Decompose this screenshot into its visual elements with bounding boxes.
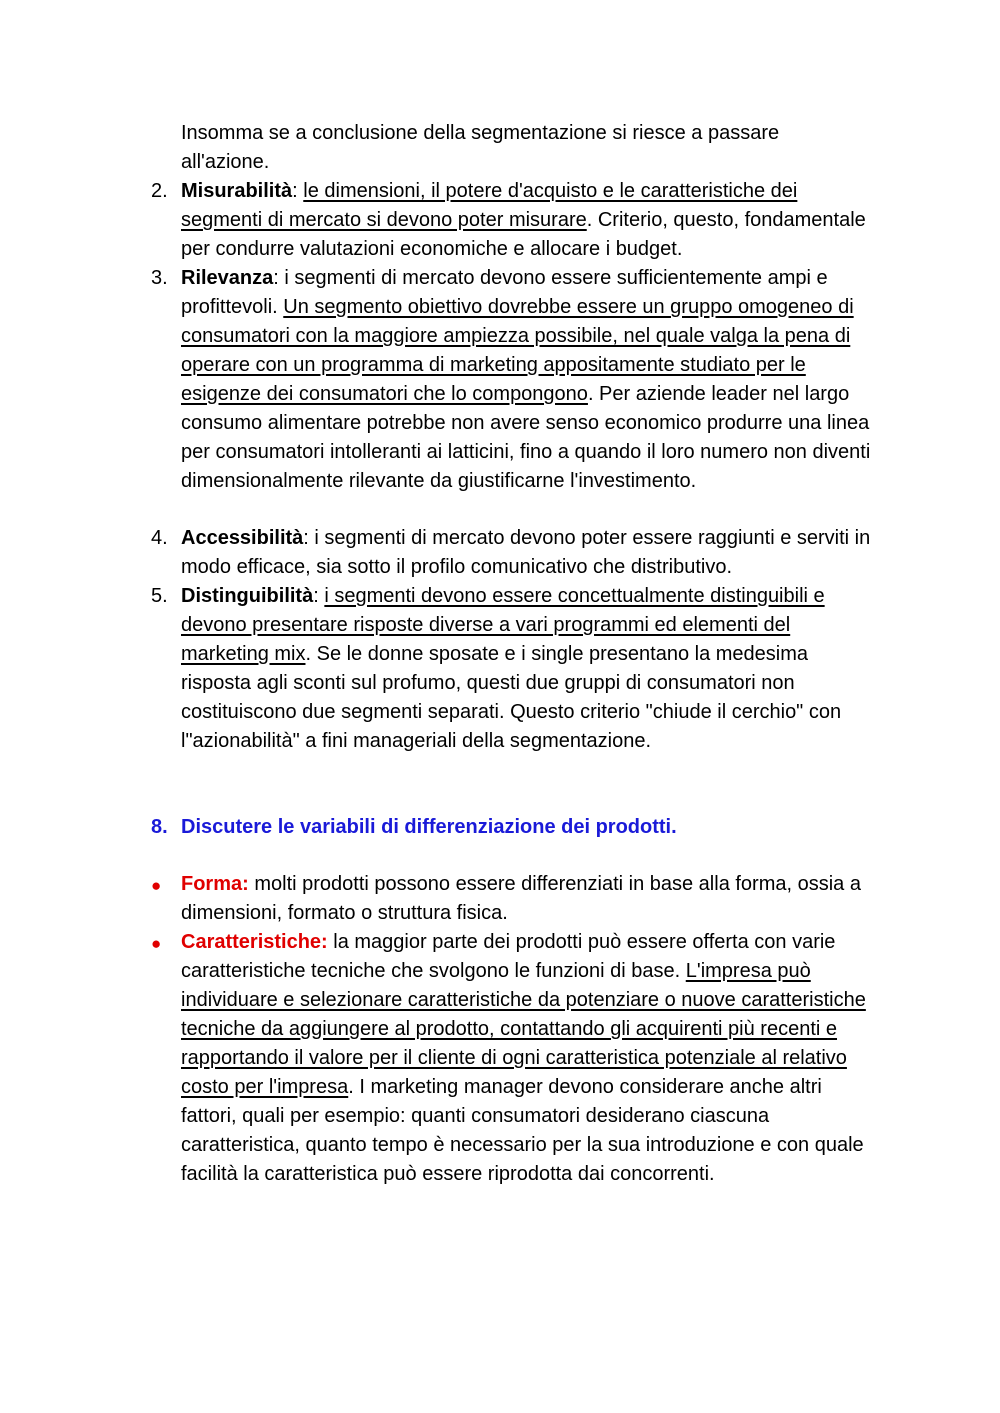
criterion-misurabilita	[181, 177, 881, 264]
bullet-text: molti prodotti possono essere differenziati in base alla forma, ossia a dimensioni, formato o struttura fisica.	[181, 873, 861, 924]
criterion-accessibilita	[181, 524, 881, 582]
question-heading: Discutere le variabili di differenziazione dei prodotti.	[181, 816, 677, 838]
criterion-text-pre: : i segmenti di mercato devono essere sufficientemente ampi e profittevoli.	[181, 267, 828, 318]
criterion-underlined: le dimensioni, il potere d'acquisto e le caratteristiche dei segmenti di mercato si devono poter misurare	[181, 180, 798, 231]
bullet-text-pre: la maggior parte dei prodotti può essere offerta con varie caratteristiche tecniche che svolgono le funzioni di base.	[181, 931, 836, 982]
criterion-text: : i segmenti di mercato devono poter essere raggiunti e serviti in modo efficace, sia sotto il profilo comunicativo che distributivo.	[181, 527, 871, 578]
criterion-title: Rilevanza	[181, 267, 274, 289]
bullet-icon: ●	[151, 876, 162, 895]
bullet-underlined: L'impresa può individuare e selezionare caratteristiche da potenziare o nuove caratteristiche tecniche da aggiungere al prodotto, contattando gli acquirenti più recenti e rapportando il valore per il cliente di ogni caratteristica potenziale al relativo costo per l'impresa	[181, 960, 866, 1098]
list-number: 5.	[151, 585, 168, 607]
list-number: 2.	[151, 180, 168, 202]
criterion-underlined: i segmenti devono essere concettualmente distinguibili e devono presentare risposte diverse a vari programmi ed elementi del marketing mix	[181, 585, 825, 665]
criterion-separator: :	[313, 585, 325, 607]
criterion-separator: :	[292, 180, 304, 202]
criterion-title: Distinguibilità	[181, 585, 314, 607]
bullet-forma	[181, 870, 881, 928]
criterion-text: . Per aziende leader nel largo consumo alimentare potrebbe non avere senso economico produrre una linea per consumatori intolleranti ai latticini, fino a quando il loro numero non diventi dimensionalmente rilevante da giustificarne l'investimento.	[181, 383, 871, 492]
criterion-distinguibilita	[181, 582, 881, 756]
intro-line-1: Insomma se a conclusione della segmentazione si riesce a passare	[181, 122, 780, 144]
bullet-text: . I marketing manager devono considerare anche altri fattori, quali per esempio: quanti consumatori desiderano ciascuna caratteristica, quanto tempo è necessario per la sua introduzione e con quale facilità la caratteristica può essere riprodotta dai concorrenti.	[181, 1076, 864, 1185]
list-number: 4.	[151, 527, 168, 549]
intro-line-2: all'azione.	[181, 151, 270, 173]
bullet-icon: ●	[151, 934, 162, 953]
criterion-text: . Se le donne sposate e i single presentano la medesima risposta agli sconti sul profumo, questi due gruppi di consumatori non costituiscono due segmenti separati. Questo criterio "chiude il cerchio" con l"azionabilità" a fini manageriali della segmentazione.	[181, 643, 842, 752]
criterion-rilevanza	[181, 264, 881, 496]
criterion-title: Accessibilità	[181, 527, 304, 549]
criterion-text: . Criterio, questo, fondamentale per condurre valutazioni economiche e allocare i budget.	[181, 209, 866, 260]
bullet-caratteristiche	[181, 928, 881, 1189]
question-number: 8.	[151, 816, 168, 838]
list-number: 3.	[151, 267, 168, 289]
bullet-title: Forma:	[181, 873, 249, 895]
intro-paragraph	[181, 119, 881, 177]
bullet-title: Caratteristiche:	[181, 931, 328, 953]
criterion-title: Misurabilità	[181, 180, 293, 202]
criterion-underlined: Un segmento obiettivo dovrebbe essere un gruppo omogeneo di consumatori con la maggiore ampiezza possibile, nel quale valga la pena di operare con un programma di marketing appositamente studiato per le esigenze dei consumatori che lo compongono	[181, 296, 854, 405]
